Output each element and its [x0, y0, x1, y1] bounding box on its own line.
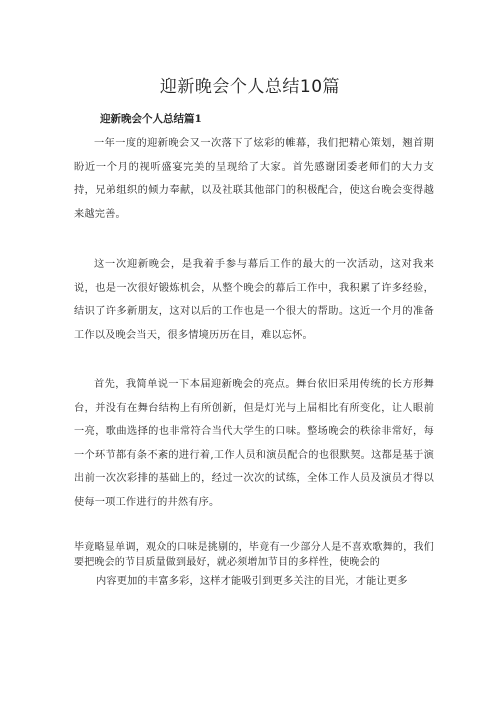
- paragraph-3: 首先，我简单说一下本届迎新晚会的亮点。舞台依旧采用传统的长方形舞台，并没有在舞台结构上有所创新，但是灯光与上届相比有所变化，让人眼前一亮，歌曲选择的也非常符合当代大学生的口味。整场晚会的秩徐非常好，每一个环节都有条不紊的进行着,工作人员和演员配合的也很默契。这都是基于演出前一次次彩排的基础上的，经过一次次的试练，全体工作人员及演员才得以使每一项工作进行的井然有序。: [74, 379, 434, 508]
- paragraph-4: 毕竟略显单调，观众的口味是挑剔的，毕竟有一少部分人是不喜欢歌舞的，我们要把晚会的节目质量做到最好，就必须增加节目的多样性，使晚会的: [74, 542, 434, 568]
- paragraph-4-continuation: 内容更加的丰富多彩，这样才能吸引到更多关注的目光，才能让更多: [96, 576, 408, 587]
- section-heading: 迎新晚会个人总结篇1: [100, 113, 202, 125]
- document-title: 迎新晚会个人总结10篇: [159, 77, 341, 97]
- paragraph-1: 一年一度的迎新晚会又一次落下了炫彩的帷幕，我们把精心策划，翘首期盼近一个月的视听盛宴完美的呈现给了大家。首先感谢团委老师们的大力支持，兄弟组织的倾力奉献，以及社联其他部门的积极配合，使这台晚会变得越来越完善。: [74, 138, 434, 220]
- paragraph-2: 这一次迎新晚会，是我着手参与幕后工作的最大的一次活动，这对我来说，也是一次很好锻炼机会，从整个晚会的幕后工作中，我积累了许多经验，结识了许多新朋友，这对以后的工作也是一个很大的帮助。这近一个月的准备工作以及晚会当天，很多情境历历在目，难以忘怀。: [74, 259, 434, 341]
